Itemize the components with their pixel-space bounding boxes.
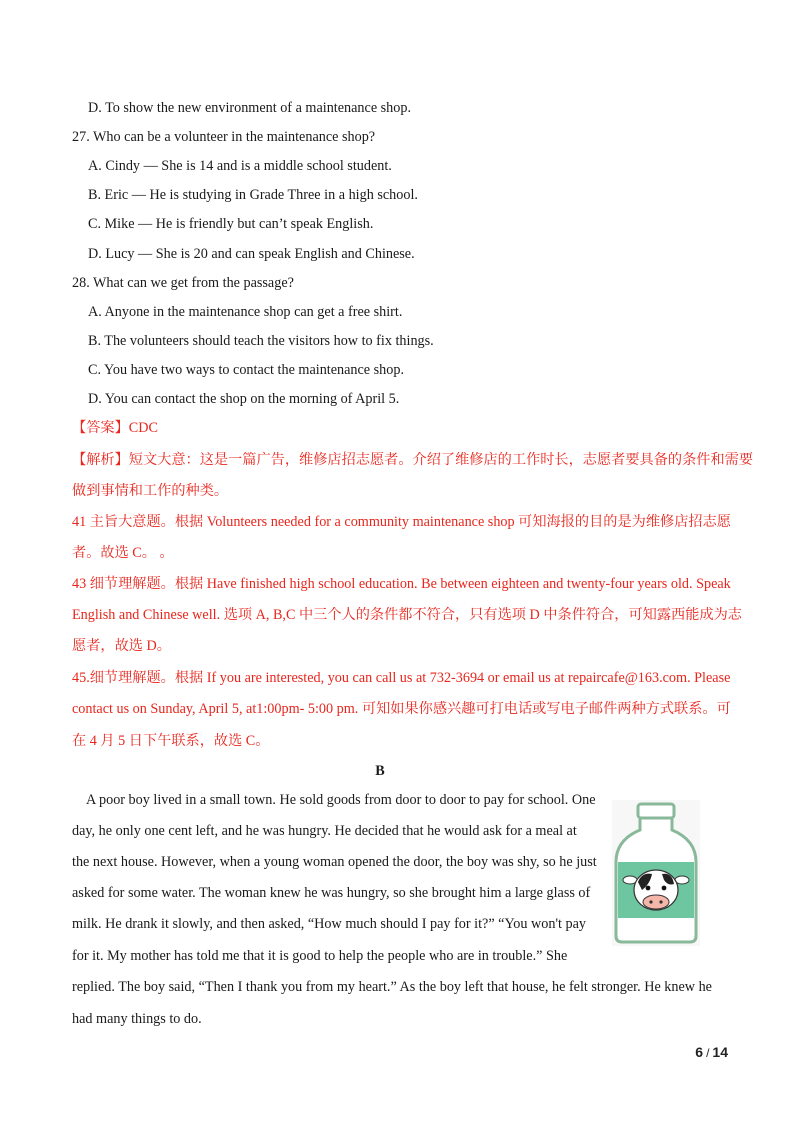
q26-option-d: D. To show the new environment of a maintenance shop.: [88, 100, 412, 116]
analysis-line-9: contact us on Sunday, April 5, at1:00pm- 5:00 pm. 可知如果你感兴趣可打电话或写电子邮件两种方式联系。可: [72, 701, 731, 717]
analysis-line-6: English and Chinese well. 选项 A, B,C 中三个人的条件都不符合，只有选项 D 中条件符合，可知露西能成为志: [72, 607, 742, 623]
q28-option-d: D. You can contact the shop on the morning of April 5.: [88, 391, 400, 407]
analysis-line-7: 愿者，故选 D。: [72, 638, 171, 654]
q27-option-d: D. Lucy — She is 20 and can speak English and Chinese.: [88, 246, 415, 262]
q28-option-b: B. The volunteers should teach the visitors how to fix things.: [88, 333, 434, 349]
page-separator: /: [706, 1046, 710, 1060]
passage-b-line-7: replied. The boy said, “Then I thank you from my heart.” As the boy left that house, he felt stronger. He knew he: [72, 979, 712, 995]
milk-bottle-illustration: [612, 800, 700, 946]
passage-b-line-1: A poor boy lived in a small town. He sold goods from door to door to pay for school. One: [86, 792, 596, 808]
q28-option-a: A. Anyone in the maintenance shop can get a free shirt.: [88, 304, 403, 320]
analysis-line-2: 做到事情和工作的种类。: [72, 483, 229, 499]
passage-b-line-8: had many things to do.: [72, 1011, 202, 1027]
passage-b-heading: B: [375, 763, 385, 779]
q28-stem: 28. What can we get from the passage?: [72, 275, 294, 291]
passage-b-line-6: for it. My mother has told me that it is good to help the people who are in trouble.” She: [72, 948, 568, 964]
q28-option-c: C. You have two ways to contact the maintenance shop.: [88, 362, 405, 378]
analysis-line-8: 45.细节理解题。根据 If you are interested, you can call us at 732-3694 or email us at repaircafe@163.com. Please: [72, 670, 731, 686]
passage-b-line-3: the next house. However, when a young woman opened the door, the boy was shy, so he just: [72, 854, 597, 870]
q27-stem: 27. Who can be a volunteer in the maintenance shop?: [72, 129, 376, 145]
answer-line: 【答案】CDC: [72, 420, 158, 436]
passage-b-line-2: day, he only one cent left, and he was hungry. He decided that he would ask for a meal at: [72, 823, 577, 839]
page-current: 6: [695, 1044, 704, 1060]
analysis-line-3: 41 主旨大意题。根据 Volunteers needed for a community maintenance shop 可知海报的目的是为维修店招志愿: [72, 514, 731, 530]
analysis-line-10: 在 4 月 5 日下午联系，故选 C。: [72, 733, 270, 749]
page-total: 14: [712, 1044, 728, 1060]
analysis-line-1: 【解析】短文大意：这是一篇广告，维修店招志愿者。介绍了维修店的工作时长，志愿者要具备的条件和需要: [72, 452, 754, 468]
passage-b-line-5: milk. He drank it slowly, and then asked, “How much should I pay for it?” “You won't pay: [72, 916, 587, 932]
q27-option-c: C. Mike — He is friendly but can’t speak English.: [88, 216, 374, 232]
analysis-line-5: 43 细节理解题。根据 Have finished high school education. Be between eighteen and twenty-four years old. Speak: [72, 576, 731, 592]
page-number: [695, 1044, 728, 1060]
passage-b-line-4: asked for some water. The woman knew he was hungry, so she brought him a large glass of: [72, 885, 591, 901]
q27-option-b: B. Eric — He is studying in Grade Three in a high school.: [88, 187, 418, 203]
q27-option-a: A. Cindy — She is 14 and is a middle school student.: [88, 158, 392, 174]
milk-bottle-icon: [612, 800, 700, 946]
analysis-line-4: 者。故选 C。 。: [72, 545, 174, 561]
